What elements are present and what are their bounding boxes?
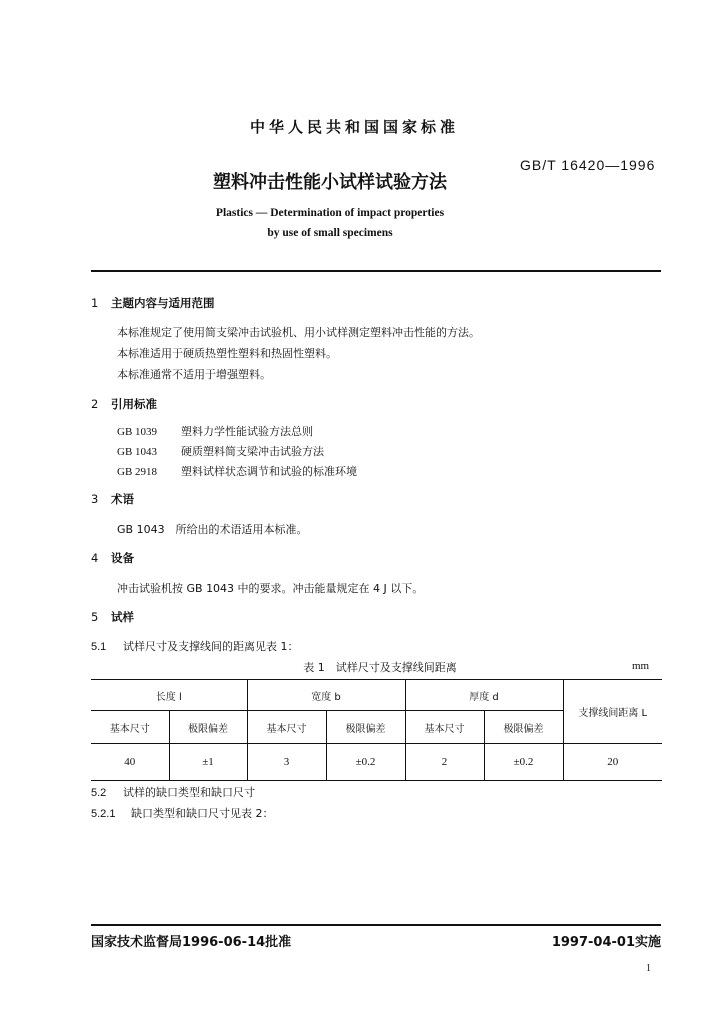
section-5-heading: [91, 609, 134, 625]
subheader-width-deviation: 极限偏差: [326, 711, 405, 744]
subsection-text: 缺口类型和缺口尺寸见表 2：: [131, 807, 274, 820]
table-caption: 表 1 试样尺寸及支撑线间距离: [303, 661, 457, 674]
cell-thickness-basic: 2: [405, 744, 484, 781]
reference-title: 塑料试样状态调节和试验的标准环境: [181, 465, 357, 478]
table-header-row: [91, 680, 662, 711]
subheader-width-basic: 基本尺寸: [247, 711, 326, 744]
section-2-heading: [91, 396, 157, 412]
document-title-en-line1: Plastics — Determination of impact properties: [215, 207, 445, 219]
subheader-length-basic: 基本尺寸: [91, 711, 169, 744]
section-title: 试样: [111, 610, 134, 624]
cell-span: 20: [607, 756, 619, 768]
cell-width-deviation: ±0.2: [326, 744, 405, 781]
specimen-dimensions-table: [91, 679, 662, 781]
document-title-cn: 塑料冲击性能小试样试验方法: [213, 172, 447, 193]
section-title: 术语: [111, 492, 134, 506]
reference-title: 塑料力学性能试验方法总则: [181, 425, 313, 438]
subheader-thickness-basic: 基本尺寸: [405, 711, 484, 744]
section-number: 1: [91, 296, 99, 310]
reference-item: [117, 463, 357, 479]
section-4-heading: [91, 550, 134, 566]
section-number: 3: [91, 492, 99, 506]
subsection-number: 5.1: [91, 641, 107, 653]
section-number: 4: [91, 551, 99, 565]
paragraph: 本标准适用于硬质热塑性塑料和热固性塑料。: [117, 347, 337, 360]
section-title: 引用标准: [111, 397, 157, 411]
nation-standard-title: 中华人民共和国国家标准: [249, 118, 459, 136]
subsection-number: 5.2.1: [91, 808, 116, 820]
reference-code: GB 2918: [117, 466, 158, 478]
reference-code: GB 1039: [117, 426, 158, 438]
cell-length-basic: 40: [91, 744, 169, 781]
implementation-date: 1997-04-01实施: [551, 935, 661, 950]
paragraph: 冲击试验机按 GB 1043 中的要求。冲击能量规定在 4 J 以下。: [117, 582, 424, 595]
subsection-text: 试样的缺口类型和缺口尺寸: [123, 786, 255, 799]
table-row: [91, 744, 662, 781]
table-unit: mm: [632, 660, 650, 672]
cell-thickness-deviation: ±0.2: [484, 744, 563, 781]
standard-number: GB/T 16420—1996: [520, 157, 656, 173]
subsection-5-1: [91, 638, 299, 654]
paragraph: GB 1043 所给出的术语适用本标准。: [117, 523, 308, 536]
section-title: 主题内容与适用范围: [111, 296, 215, 310]
header-span: 支撑线间距离 L: [563, 680, 662, 744]
document-title-en-line2: by use of small specimens: [267, 227, 393, 239]
section-3-heading: [91, 491, 134, 507]
subheader-thickness-deviation: 极限偏差: [484, 711, 563, 744]
cell-length-deviation: ±1: [169, 744, 247, 781]
cell-width-basic: 3: [247, 744, 326, 781]
paragraph: 本标准规定了使用简支梁冲击试验机、用小试样测定塑料冲击性能的方法。: [117, 326, 480, 339]
subsection-text: 试样尺寸及支撑线间的距离见表 1：: [123, 640, 299, 653]
section-title: 设备: [111, 551, 134, 565]
reference-item: [117, 443, 324, 459]
footer-rule: [91, 924, 661, 926]
subheader-length-deviation: 极限偏差: [169, 711, 247, 744]
header-thickness: 厚度 d: [405, 680, 563, 711]
paragraph: 本标准通常不适用于增强塑料。: [117, 368, 271, 381]
page-number: 1: [646, 963, 651, 974]
section-number: 5: [91, 610, 99, 624]
reference-title: 硬质塑料简支梁冲击试验方法: [181, 445, 324, 458]
header-length: 长度 l: [91, 680, 247, 711]
section-1-heading: [91, 295, 215, 311]
section-number: 2: [91, 397, 99, 411]
approval-date: 国家技术监督局1996-06-14批准: [91, 935, 292, 950]
reference-code: GB 1043: [117, 446, 158, 458]
subsection-number: 5.2: [91, 787, 107, 799]
reference-item: [117, 423, 313, 439]
header-width: 宽度 b: [247, 680, 405, 711]
subsection-5-2-1: [91, 805, 274, 821]
header-rule: [91, 270, 661, 272]
subsection-5-2: [91, 784, 255, 800]
